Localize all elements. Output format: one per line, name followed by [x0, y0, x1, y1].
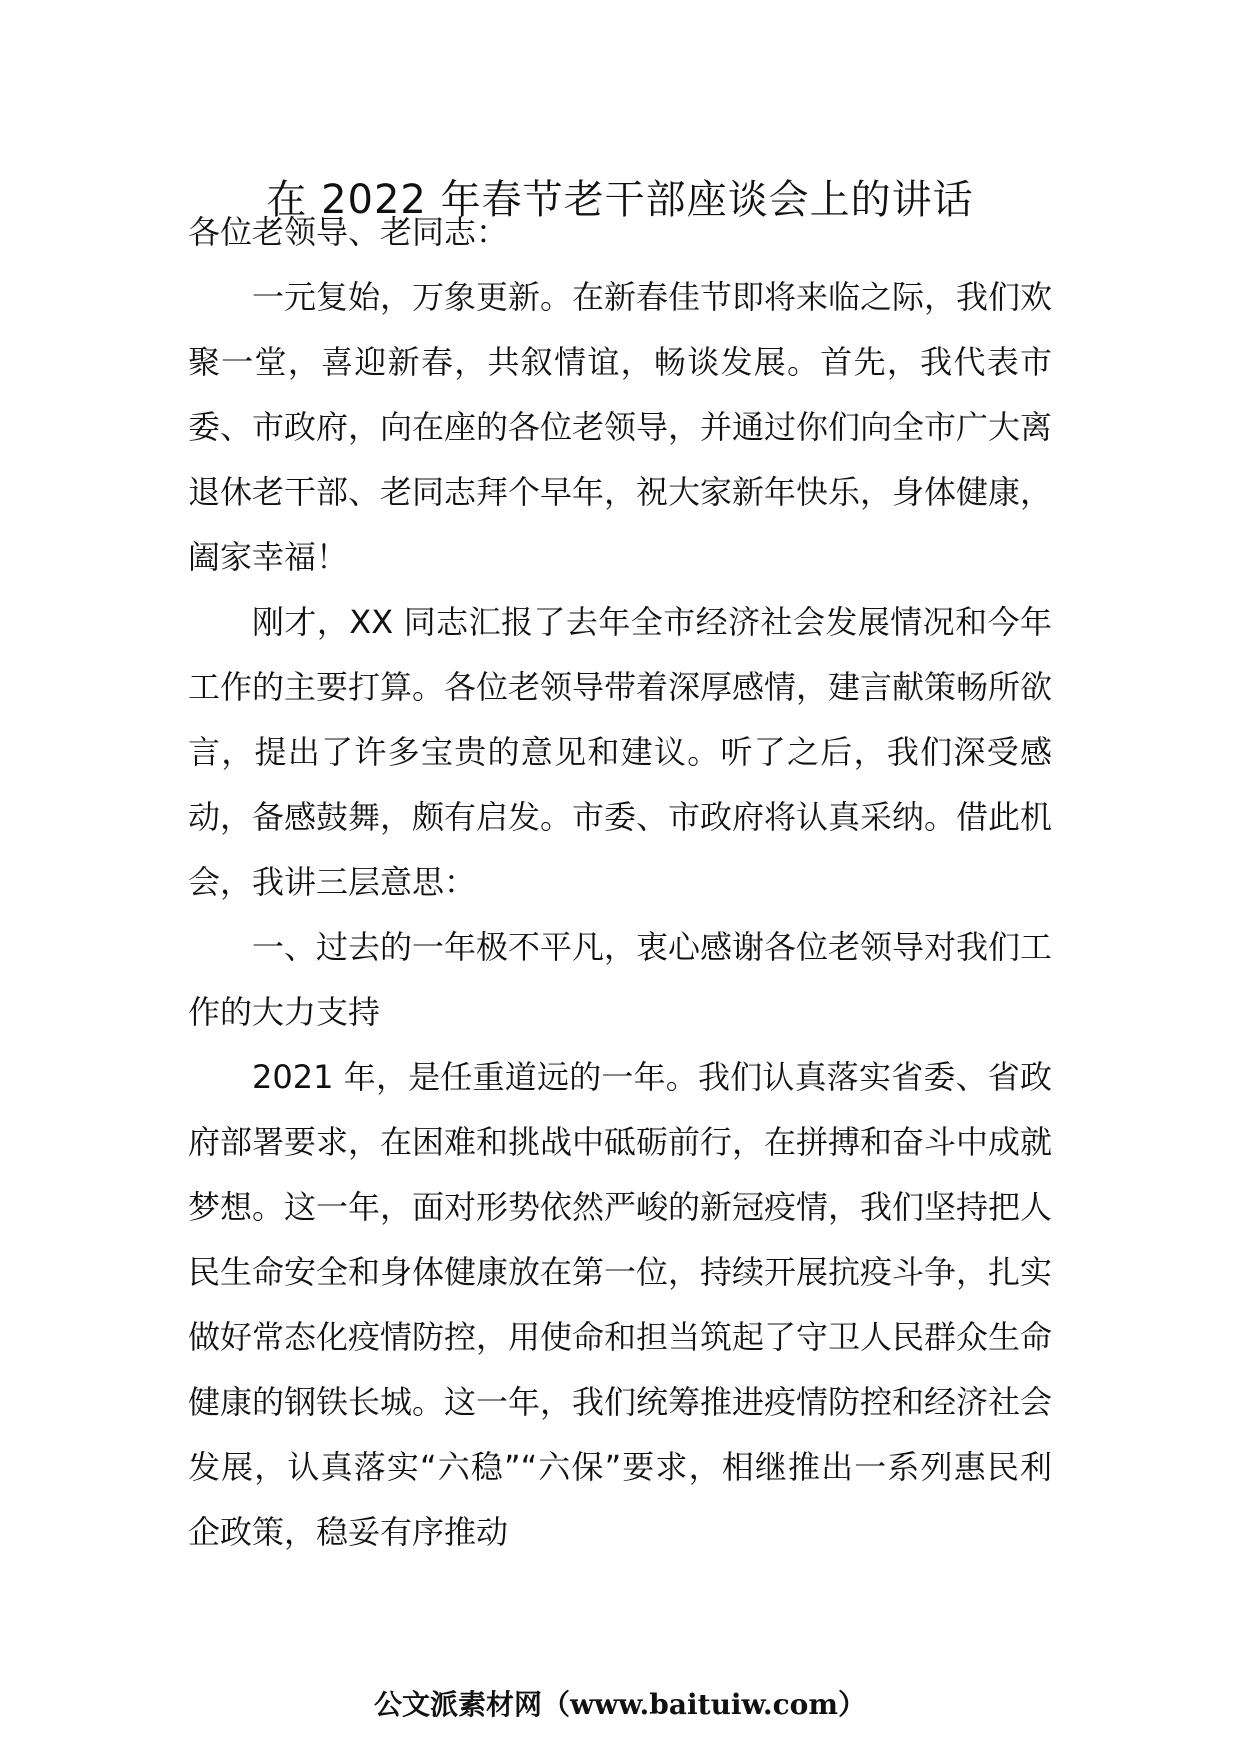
salutation: 各位老领导、老同志：: [188, 213, 509, 251]
paragraph-report: 刚才，XX 同志汇报了去年全市经济社会发展情况和今年工作的主要打算。各位老领导带着深厚感情，建言献策畅所欲言，提出了许多宝贵的意见和建议。听了之后，我们深受感动，备感鼓舞，颇有启发。市委、市政府将认真采纳。借此机会，我讲三层意思：: [188, 603, 1053, 901]
section-heading-1: 一、过去的一年极不平凡，衷心感谢各位老领导对我们工作的大力支持: [188, 928, 1053, 1031]
paragraph-greeting: 一元复始，万象更新。在新春佳节即将来临之际，我们欢聚一堂，喜迎新春，共叙情谊，畅谈发展。首先，我代表市委、市政府，向在座的各位老领导，并通过你们向全市广大离退休老干部、老同志拜个早年，祝大家新年快乐，身体健康，阖家幸福！: [188, 278, 1053, 576]
footer-watermark: 公文派素材网（www.baituiw.com）: [374, 1688, 866, 1721]
document-body: [188, 200, 1052, 1565]
document-title: 在 2022 年春节老干部座谈会上的讲话: [266, 177, 974, 223]
paragraph-2021-review: 2021 年，是任重道远的一年。我们认真落实省委、省政府部署要求，在困难和挑战中砥砺前行，在拼搏和奋斗中成就梦想。这一年，面对形势依然严峻的新冠疫情，我们坚持把人民生命安全和身体健康放在第一位，持续开展抗疫斗争，扎实做好常态化疫情防控，用使命和担当筑起了守卫人民群众生命健康的钢铁长城。这一年，我们统筹推进疫情防控和经济社会发展，认真落实“六稳”“六保”要求，相继推出一系列惠民利企政策，稳妥有序推动: [188, 1058, 1053, 1551]
